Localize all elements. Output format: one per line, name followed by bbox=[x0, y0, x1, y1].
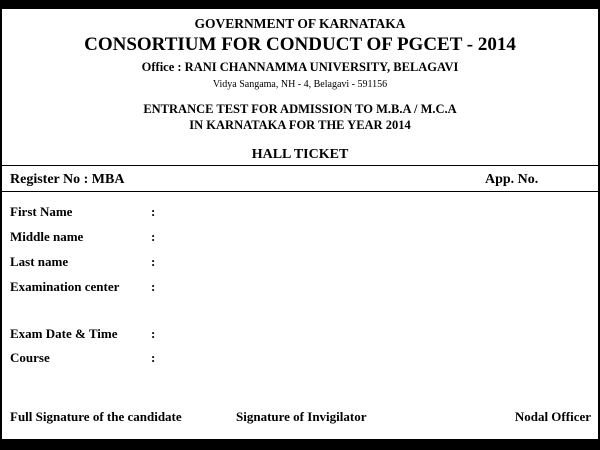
field-label-middle-name: Middle name bbox=[10, 229, 84, 244]
field-colon: : bbox=[151, 279, 156, 294]
nodal-officer-label: Nodal Officer bbox=[514, 409, 591, 424]
register-no-label: Register No : MBA bbox=[10, 172, 125, 187]
hall-ticket-sheet bbox=[2, 9, 598, 439]
office-line: Office : RANI CHANNAMMA UNIVERSITY, BELAGAVI bbox=[141, 60, 459, 74]
divider-register bbox=[2, 191, 598, 192]
test-line-1: ENTRANCE TEST FOR ADMISSION TO M.B.A / M.C.A bbox=[143, 102, 457, 116]
field-label-first-name: First Name bbox=[10, 204, 73, 219]
field-label-exam-date: Exam Date & Time bbox=[10, 326, 118, 341]
field-colon: : bbox=[151, 204, 156, 219]
field-colon: : bbox=[151, 350, 156, 365]
test-line-2: IN KARNATAKA FOR THE YEAR 2014 bbox=[189, 118, 411, 132]
consortium-title: CONSORTIUM FOR CONDUCT OF PGCET - 2014 bbox=[84, 34, 516, 55]
app-no-label: App. No. bbox=[485, 172, 539, 187]
field-label-course: Course bbox=[10, 350, 50, 365]
field-label-exam-center: Examination center bbox=[10, 279, 120, 294]
government-title: GOVERNMENT OF KARNATAKA bbox=[194, 16, 406, 31]
candidate-signature-label: Full Signature of the candidate bbox=[10, 409, 182, 424]
divider-top bbox=[2, 165, 598, 166]
document-title: HALL TICKET bbox=[251, 147, 349, 162]
field-colon: : bbox=[151, 229, 156, 244]
field-colon: : bbox=[151, 326, 156, 341]
address-line: Vidya Sangama, NH - 4, Belagavi - 591156 bbox=[212, 79, 388, 90]
field-colon: : bbox=[151, 254, 156, 269]
field-label-last-name: Last name bbox=[10, 254, 69, 269]
invigilator-signature-label: Signature of Invigilator bbox=[236, 409, 367, 424]
